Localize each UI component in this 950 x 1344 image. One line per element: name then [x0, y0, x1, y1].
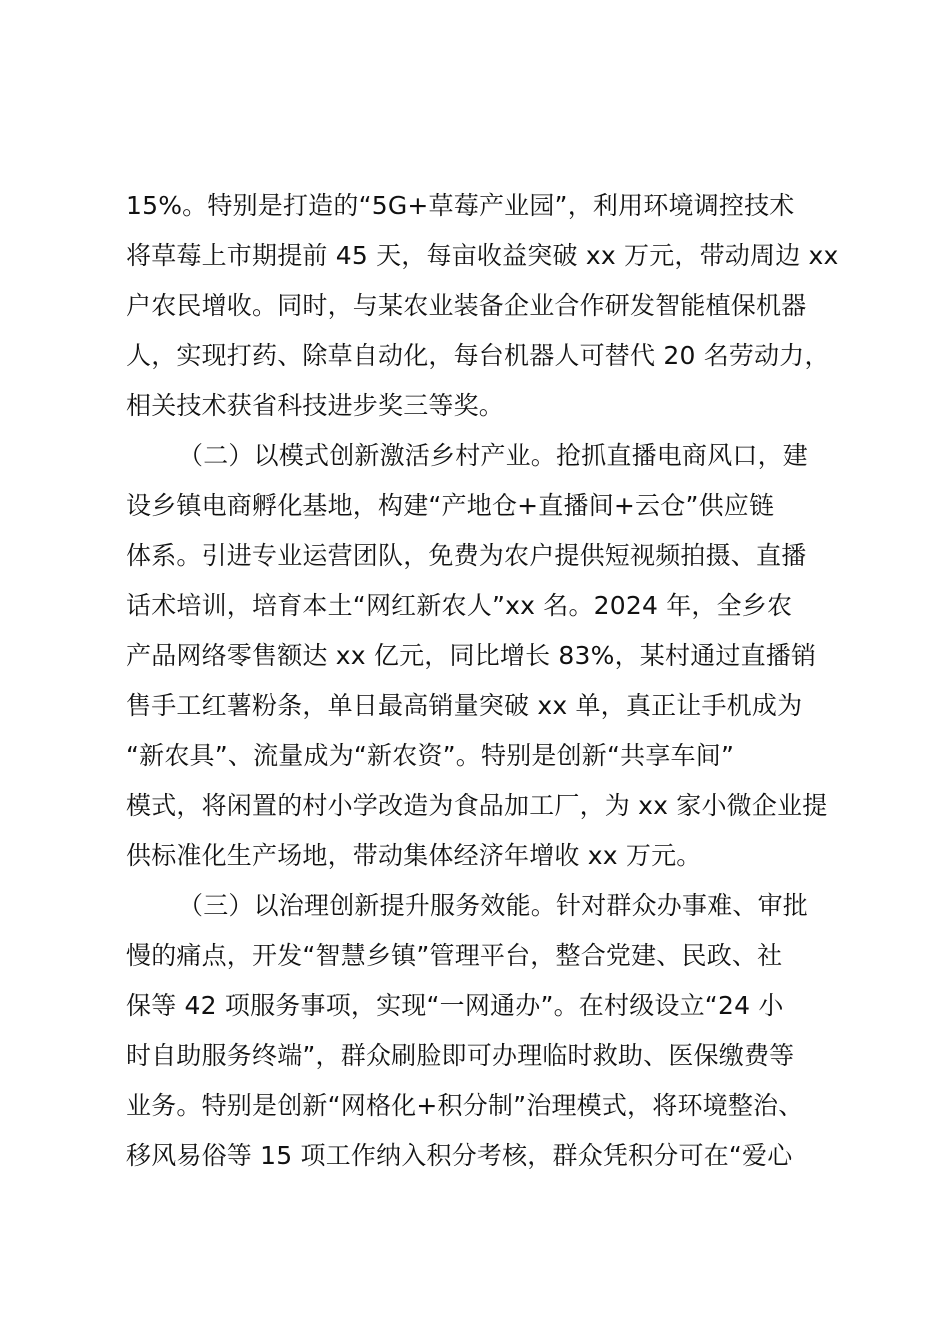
text-line: 户农民增收。同时，与某农业装备企业合作研发智能植保机器	[126, 291, 807, 320]
section-heading-3: （三）以治理创新提升服务效能。针对群众办事难、审批	[178, 891, 809, 920]
text-line: 业务。特别是创新“网格化+积分制”治理模式，将环境整治、	[126, 1091, 804, 1120]
text-line: 体系。引进专业运营团队，免费为农户提供短视频拍摄、直播	[126, 541, 807, 570]
section-heading-2: （二）以模式创新激活乡村产业。抢抓直播电商风口，建	[178, 441, 809, 470]
text-line: 人，实现打药、除草自动化，每台机器人可替代 20 名劳动力，	[126, 341, 830, 370]
text-line: 将草莓上市期提前 45 天，每亩收益突破 xx 万元，带动周边 xx	[126, 241, 839, 270]
text-line: 售手工红薯粉条，单日最高销量突破 xx 单，真正让手机成为	[126, 691, 803, 720]
text-line: 保等 42 项服务事项，实现“一网通办”。在村级设立“24 小	[126, 991, 784, 1020]
text-line: 模式，将闲置的村小学改造为食品加工厂，为 xx 家小微企业提	[126, 791, 828, 820]
text-line: 产品网络零售额达 xx 亿元，同比增长 83%，某村通过直播销	[126, 641, 817, 670]
text-line: 话术培训，培育本土“网红新农人”xx 名。2024 年，全乡农	[126, 591, 793, 620]
text-line: 供标准化生产场地，带动集体经济年增收 xx 万元。	[126, 841, 702, 870]
text-line: 慢的痛点，开发“智慧乡镇”管理平台，整合党建、民政、社	[126, 941, 783, 970]
text-line: 移风易俗等 15 项工作纳入积分考核，群众凭积分可在“爱心	[126, 1141, 793, 1170]
text-line: “新农具”、流量成为“新农资”。特别是创新“共享车间”	[126, 741, 735, 770]
text-line: 时自助服务终端”，群众刷脸即可办理临时救助、医保缴费等	[126, 1041, 795, 1070]
text-line: 设乡镇电商孵化基地，构建“产地仓+直播间+云仓”供应链	[126, 491, 775, 520]
text-line: 15%。特别是打造的“5G+草莓产业园”，利用环境调控技术	[126, 191, 795, 220]
text-line: 相关技术获省科技进步奖三等奖。	[126, 391, 505, 420]
